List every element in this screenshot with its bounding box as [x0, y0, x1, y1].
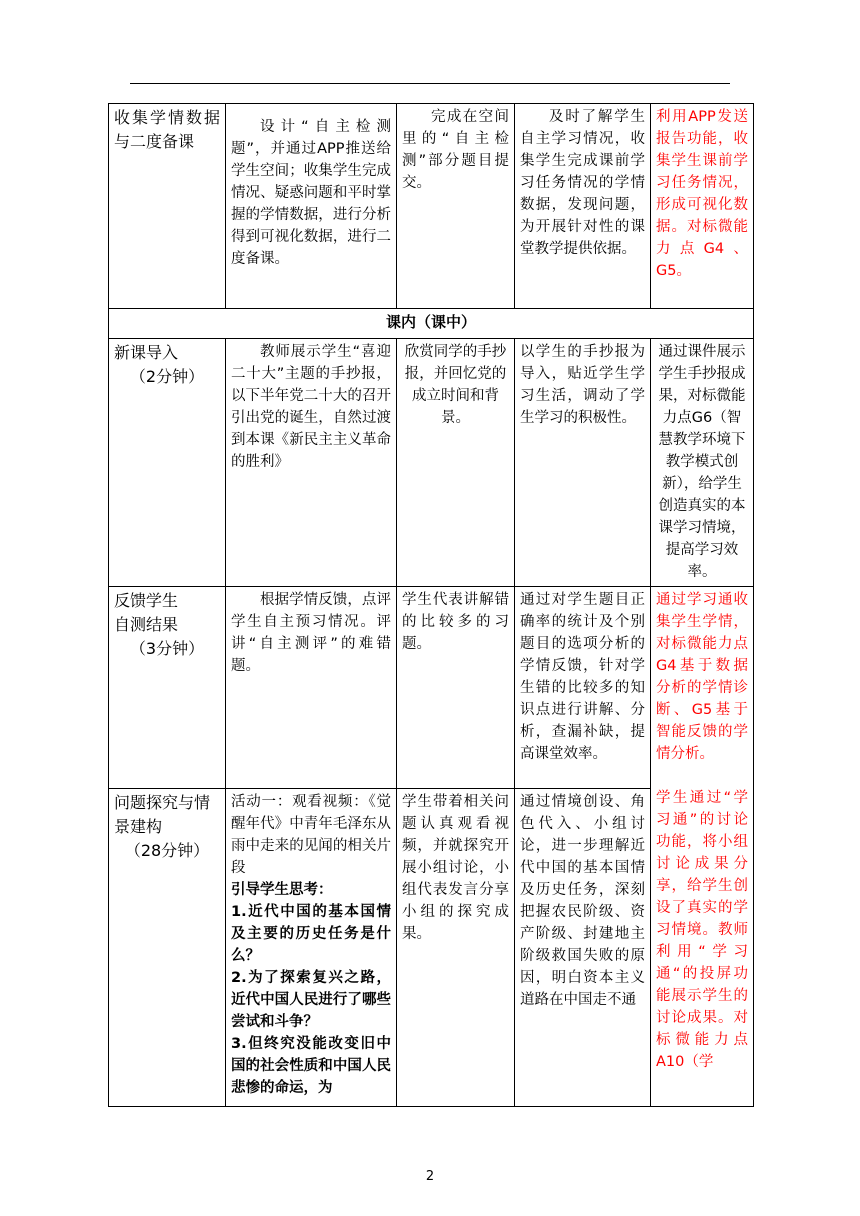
table-row	[109, 104, 754, 309]
teacher-activity-cell	[226, 789, 397, 1107]
stage-title-2: 自测结果	[114, 615, 179, 634]
activity-intro: 活动一：观看视频：《觉醒年代》中青年毛泽东从雨中走来的见闻的相关片段	[231, 794, 391, 876]
stage-duration: （3分钟）	[129, 639, 205, 658]
lesson-plan-table	[108, 103, 754, 1107]
table-row	[109, 587, 754, 789]
guiding-question-2: 2.为了探索复兴之路，近代中国人民进行了哪些尝试和斗争？	[231, 970, 391, 1030]
student-activity-cell: 学生代表讲解错的比较多的习题。	[397, 587, 515, 789]
stage-cell	[109, 339, 226, 587]
tech-note-cell: 利用APP发送报告功能，收集学生课前学习任务情况，形成可视化数据。对标微能力点G4、G5。	[651, 104, 754, 309]
student-activity-cell: 完成在空间里的“自主检测”部分题目提交。	[397, 104, 515, 309]
table-row	[109, 339, 754, 587]
design-intent-cell: 以学生的手抄报为导入，贴近学生学习生活，调动了学生学习的积极性。	[515, 339, 651, 587]
teacher-activity-cell: 教师展示学生“喜迎二十大”主题的手抄报，以下半年党二十大的召开引出党的诞生，自然过渡到本课《新民主主义革命的胜利》	[226, 339, 397, 587]
design-intent-cell: 及时了解学生自主学习情况，收集学生完成课前学习任务情况的学情数据，发现问题，为开展针对性的课堂教学提供依据。	[515, 104, 651, 309]
stage-duration: （28分钟）	[124, 841, 210, 860]
student-activity-cell: 欣赏同学的手抄报，并回忆党的成立时间和背景。	[397, 339, 515, 587]
stage-title: 新课导入	[114, 343, 179, 362]
guiding-questions-title: 引导学生思考：	[231, 882, 333, 898]
stage-cell: 收集学情数据与二度备课	[109, 104, 226, 309]
stage-title: 问题探究与情景建构	[114, 793, 211, 836]
section-header-row	[109, 309, 754, 339]
guiding-question-3: 3.但终究没能改变旧中国的社会性质和中国人民悲惨的命运，为	[231, 1036, 391, 1096]
section-header: 课内（课中）	[109, 309, 754, 339]
design-intent-cell: 通过对学生题目正确率的统计及个别题目的选项分析的学情反馈，针对学生错的比较多的知识点进行讲解、分析，查漏补缺，提高课堂效率。	[515, 587, 651, 789]
stage-title: 反馈学生	[114, 591, 179, 610]
stage-cell	[109, 789, 226, 1107]
tech-note-continued: 学生通过“学习通”的讨论功能，将小组讨论成果分享，给学生创设了真实的学习情境。教师利用“学习通“的投屏功能展示学生的讨论成果。对标微能力点A10（学	[656, 790, 748, 1070]
tech-note-cell: 通过学习通收集学生学情，对标微能力点G4基于数据分析的学情诊断、G5基于智能反馈的学情分析。 学生通过“学习通”的讨论功能，将小组讨论成果分享，给学生创设了真实的学习情境。教师利用“学习通“的投屏功能展示学生的讨论成果。对标微能力点A10（学	[651, 587, 754, 1107]
stage-cell	[109, 587, 226, 789]
teacher-activity-cell: 根据学情反馈，点评学生自主预习情况。评讲“自主测评”的难错题。	[226, 587, 397, 789]
tech-note-cell: 通过课件展示学生手抄报成果，对标微能力点G6（智慧教学环境下教学模式创新），给学生创造真实的本课学习情境，提高学习效率。	[651, 339, 754, 587]
student-activity-cell: 学生带着相关问题认真观看视频，并就探究开展小组讨论，小组代表发言分享小组的探究成果。	[397, 789, 515, 1107]
teacher-activity-cell: 设计“自主检测题”，并通过APP推送给学生空间；收集学生完成情况、疑惑问题和平时掌握的学情数据，进行分析得到可视化数据，进行二度备课。	[226, 104, 397, 309]
guiding-question-1: 1.近代中国的基本国情及主要的历史任务是什么？	[231, 904, 391, 964]
header-rule	[130, 83, 730, 84]
stage-duration: （2分钟）	[129, 367, 205, 386]
page-number: 2	[425, 1169, 435, 1184]
design-intent-cell: 通过情境创设、角色代入、小组讨论，进一步理解近代中国的基本国情及历史任务，深刻把握农民阶级、资产阶级、封建地主阶级救国失败的原因，明白资本主义道路在中国走不通	[515, 789, 651, 1107]
